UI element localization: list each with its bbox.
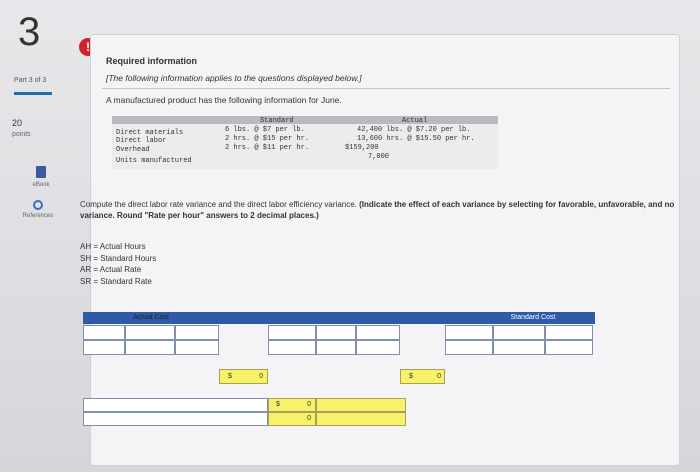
references-label: References	[22, 213, 54, 219]
row-actual: 42,400 lbs. @ $7.20 per lb.	[357, 126, 471, 134]
standard-total-value: 0	[437, 373, 441, 380]
standard-cost-input[interactable]	[545, 340, 593, 355]
row-actual: 13,600 hrs. @ $15.50 per hr.	[357, 135, 475, 143]
legend-item: SR = Standard Rate	[80, 276, 152, 286]
sr-input[interactable]	[316, 340, 356, 355]
row-standard: 2 hrs. @ $15 per hr.	[225, 135, 310, 143]
part-indicator: Part 3 of 3	[14, 77, 47, 84]
divider	[102, 88, 670, 89]
ar-input[interactable]	[125, 325, 175, 340]
row-standard: 2 hrs. @ $11 per hr.	[225, 144, 310, 152]
ar-input[interactable]	[125, 340, 175, 355]
required-note: [The following information applies to the questions displayed below.]	[106, 73, 362, 83]
ebook-label: eBook	[32, 182, 50, 188]
sr-input[interactable]	[316, 325, 356, 340]
points-label: points	[12, 131, 31, 138]
row-actual: $159,200	[345, 144, 379, 152]
actual-total-value: 0	[259, 373, 263, 380]
efficiency-variance-label-input[interactable]	[83, 412, 268, 426]
rate-variance-label-input[interactable]	[83, 398, 268, 412]
required-title: Required information	[106, 56, 198, 66]
info-table-header-bar	[112, 116, 498, 124]
points-value: 20	[12, 118, 23, 128]
middle-input[interactable]	[356, 340, 400, 355]
book-icon	[36, 166, 46, 178]
dollar-sign: $	[409, 373, 413, 380]
points-info	[12, 118, 31, 140]
sr-std-input[interactable]	[493, 340, 545, 355]
actual-cost-input[interactable]	[175, 325, 219, 340]
row-label: Units manufactured	[116, 157, 192, 165]
ah-input[interactable]	[83, 340, 125, 355]
abbreviation-legend	[80, 241, 156, 287]
dollar-sign: $	[228, 373, 232, 380]
sh-std-input[interactable]	[445, 325, 493, 340]
sh-input[interactable]	[268, 325, 316, 340]
dollar-sign: $	[276, 401, 280, 408]
standard-cost-header: Standard Cost	[510, 314, 556, 321]
alert-icon: !	[79, 38, 97, 56]
sr-std-input[interactable]	[493, 325, 545, 340]
middle-input[interactable]	[356, 325, 400, 340]
efficiency-variance-value: 0	[307, 415, 311, 422]
legend-item: AH = Actual Hours	[80, 242, 146, 251]
row-standard: 6 lbs. @ $7 per lb.	[225, 126, 305, 134]
row-label: Direct materials	[116, 129, 184, 137]
intro-text: A manufactured product has the following information for June.	[106, 95, 342, 105]
efficiency-variance-type-select[interactable]	[316, 412, 406, 426]
question-number: 3	[18, 10, 41, 54]
references-icon	[33, 200, 43, 210]
references-link[interactable]	[16, 200, 60, 219]
standard-cost-input[interactable]	[545, 325, 593, 340]
actual-cost-header: Actual Cost	[133, 314, 169, 321]
row-label: Direct labor	[116, 137, 167, 145]
legend-item: AR = Actual Rate	[80, 265, 142, 274]
info-table	[112, 116, 498, 169]
ah-input[interactable]	[83, 325, 125, 340]
instructions-bold: (Indicate the effect of each variance by selecting for favorable, unfavorable, and no variance. Round "Rate per hour" answers to 2 decimal places.)	[80, 200, 675, 220]
rate-variance-type-select[interactable]	[316, 398, 406, 412]
part-progress-bar	[14, 92, 52, 95]
instructions-text: Compute the direct labor rate variance and the direct labor efficiency variance.	[80, 200, 360, 209]
instructions	[80, 199, 675, 221]
rate-variance-value: 0	[307, 401, 311, 408]
legend-item: SH = Standard Hours	[80, 253, 157, 263]
ebook-link[interactable]	[23, 166, 59, 188]
actual-header: Actual	[402, 117, 428, 125]
row-label: Overhead	[116, 146, 150, 154]
sh-input[interactable]	[268, 340, 316, 355]
sh-std-input[interactable]	[445, 340, 493, 355]
standard-header: Standard	[260, 117, 294, 125]
actual-cost-input[interactable]	[175, 340, 219, 355]
row-actual: 7,000	[368, 153, 390, 161]
